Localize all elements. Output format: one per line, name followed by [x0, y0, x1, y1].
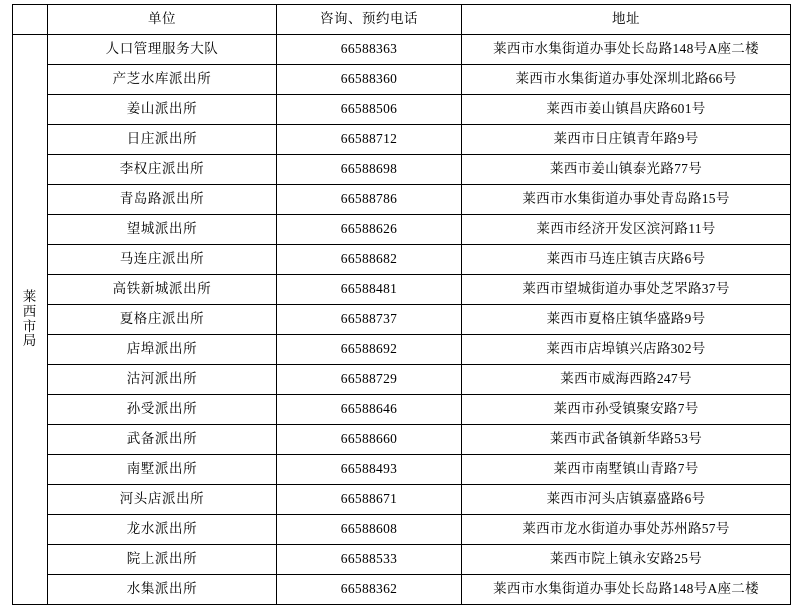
header-unit: 单位 [48, 5, 277, 35]
cell-address: 莱西市店埠镇兴店路302号 [462, 335, 791, 365]
table-row [13, 425, 791, 455]
cell-unit: 武备派出所 [48, 425, 277, 455]
cell-address: 莱西市望城街道办事处芝罘路37号 [462, 275, 791, 305]
table-row [13, 455, 791, 485]
cell-unit: 望城派出所 [48, 215, 277, 245]
cell-phone: 66588692 [277, 335, 462, 365]
table-row [13, 95, 791, 125]
header-address: 地址 [462, 5, 791, 35]
cell-unit: 青岛路派出所 [48, 185, 277, 215]
cell-unit: 水集派出所 [48, 575, 277, 605]
cell-address: 莱西市经济开发区滨河路11号 [462, 215, 791, 245]
table-row [13, 395, 791, 425]
cell-address: 莱西市龙水街道办事处苏州路57号 [462, 515, 791, 545]
table-row [13, 545, 791, 575]
cell-phone: 66588362 [277, 575, 462, 605]
cell-phone: 66588533 [277, 545, 462, 575]
cell-phone: 66588712 [277, 125, 462, 155]
cell-phone: 66588786 [277, 185, 462, 215]
table-body [13, 35, 791, 605]
cell-address: 莱西市马连庄镇吉庆路6号 [462, 245, 791, 275]
table-row [13, 65, 791, 95]
cell-address: 莱西市水集街道办事处长岛路148号A座二楼 [462, 35, 791, 65]
cell-address: 莱西市日庄镇青年路9号 [462, 125, 791, 155]
table-row [13, 245, 791, 275]
cell-unit: 人口管理服务大队 [48, 35, 277, 65]
cell-unit: 店埠派出所 [48, 335, 277, 365]
table-row [13, 305, 791, 335]
cell-address: 莱西市威海西路247号 [462, 365, 791, 395]
table-row [13, 275, 791, 305]
cell-unit: 龙水派出所 [48, 515, 277, 545]
cell-phone: 66588646 [277, 395, 462, 425]
cell-phone: 66588506 [277, 95, 462, 125]
group-label: 莱西市局 [22, 288, 38, 349]
cell-phone: 66588729 [277, 365, 462, 395]
table-row [13, 35, 791, 65]
group-label-cell [13, 35, 48, 605]
cell-address: 莱西市夏格庄镇华盛路9号 [462, 305, 791, 335]
cell-unit: 夏格庄派出所 [48, 305, 277, 335]
cell-unit: 院上派出所 [48, 545, 277, 575]
cell-address: 莱西市水集街道办事处长岛路148号A座二楼 [462, 575, 791, 605]
cell-address: 莱西市姜山镇泰光路77号 [462, 155, 791, 185]
contact-directory-table [12, 4, 791, 605]
table-row [13, 365, 791, 395]
cell-phone: 66588363 [277, 35, 462, 65]
cell-unit: 李权庄派出所 [48, 155, 277, 185]
table-row [13, 575, 791, 605]
cell-phone: 66588660 [277, 425, 462, 455]
cell-phone: 66588671 [277, 485, 462, 515]
cell-phone: 66588682 [277, 245, 462, 275]
cell-address: 莱西市姜山镇昌庆路601号 [462, 95, 791, 125]
cell-unit: 孙受派出所 [48, 395, 277, 425]
cell-unit: 姜山派出所 [48, 95, 277, 125]
table-row [13, 335, 791, 365]
cell-phone: 66588481 [277, 275, 462, 305]
cell-unit: 产芝水库派出所 [48, 65, 277, 95]
cell-unit: 河头店派出所 [48, 485, 277, 515]
cell-unit: 沽河派出所 [48, 365, 277, 395]
cell-address: 莱西市南墅镇山青路7号 [462, 455, 791, 485]
table-row [13, 515, 791, 545]
table-header [13, 5, 791, 35]
table-row [13, 215, 791, 245]
table-row [13, 485, 791, 515]
cell-address: 莱西市河头店镇嘉盛路6号 [462, 485, 791, 515]
table-row [13, 155, 791, 185]
table-row [13, 125, 791, 155]
cell-phone: 66588626 [277, 215, 462, 245]
cell-phone: 66588608 [277, 515, 462, 545]
cell-phone: 66588360 [277, 65, 462, 95]
header-phone: 咨询、预约电话 [277, 5, 462, 35]
cell-unit: 日庄派出所 [48, 125, 277, 155]
cell-unit: 南墅派出所 [48, 455, 277, 485]
cell-unit: 马连庄派出所 [48, 245, 277, 275]
cell-unit: 高铁新城派出所 [48, 275, 277, 305]
cell-phone: 66588698 [277, 155, 462, 185]
cell-phone: 66588737 [277, 305, 462, 335]
table-header-row [13, 5, 791, 35]
cell-address: 莱西市武备镇新华路53号 [462, 425, 791, 455]
cell-address: 莱西市水集街道办事处青岛路15号 [462, 185, 791, 215]
table-row [13, 185, 791, 215]
cell-phone: 66588493 [277, 455, 462, 485]
cell-address: 莱西市孙受镇聚安路7号 [462, 395, 791, 425]
header-group-column [13, 5, 48, 35]
cell-address: 莱西市院上镇永安路25号 [462, 545, 791, 575]
cell-address: 莱西市水集街道办事处深圳北路66号 [462, 65, 791, 95]
